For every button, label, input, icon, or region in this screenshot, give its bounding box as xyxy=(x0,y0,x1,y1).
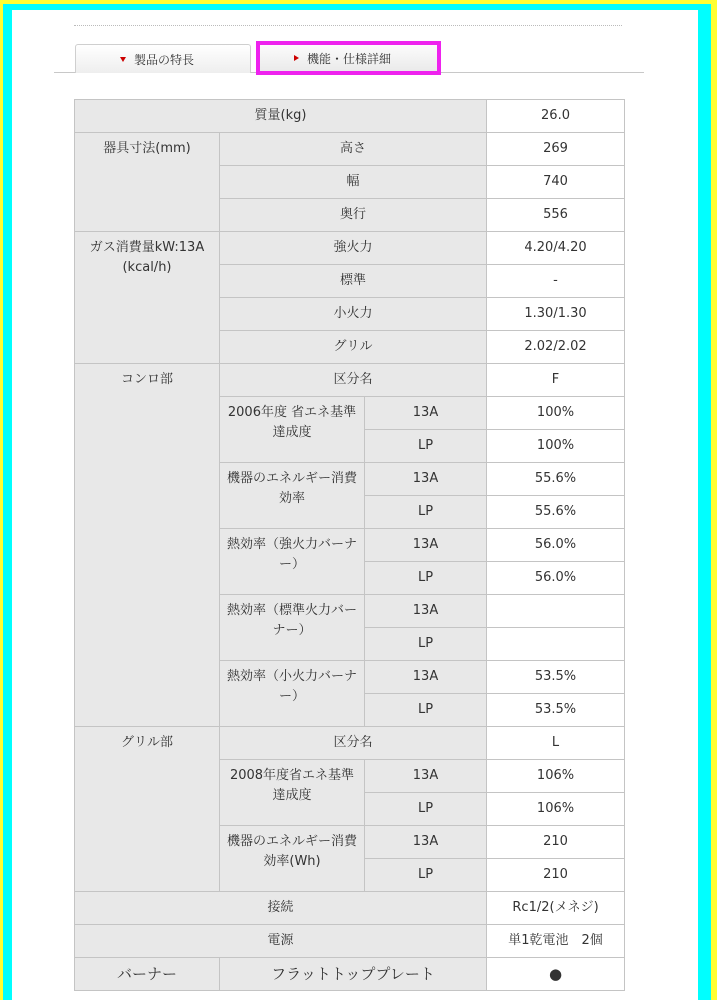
dims-depth-label: 奥行 xyxy=(220,199,487,232)
table-row xyxy=(75,958,625,991)
table-row xyxy=(75,133,625,166)
burner-sub-label: フラットトッププレート xyxy=(220,958,487,991)
gas-type-lp: LP xyxy=(365,859,487,892)
gas-strong-value: 4.20/4.20 xyxy=(487,232,625,265)
power-label: 電源 xyxy=(75,925,487,958)
stove-energy2006-13a: 100% xyxy=(487,397,625,430)
stove-thermal-small-label: 熱効率（小火力バーナー） xyxy=(220,661,365,727)
dims-width-label: 幅 xyxy=(220,166,487,199)
stove-thermal-strong-lp: 56.0% xyxy=(487,562,625,595)
triangle-down-icon xyxy=(120,57,126,62)
gas-grill-label: グリル xyxy=(220,331,487,364)
weight-value: 26.0 xyxy=(487,100,625,133)
stove-thermal-standard-label: 熱効率（標準火力バーナー） xyxy=(220,595,365,661)
stove-thermal-small-13a: 53.5% xyxy=(487,661,625,694)
dims-label: 器具寸法(mm) xyxy=(75,133,220,232)
grill-class-label: 区分名 xyxy=(220,727,487,760)
burner-label: バーナー xyxy=(75,958,220,991)
stove-efficiency-13a: 55.6% xyxy=(487,463,625,496)
gas-type-13a: 13A xyxy=(365,397,487,430)
gas-type-13a: 13A xyxy=(365,661,487,694)
gas-type-lp: LP xyxy=(365,694,487,727)
grill-energy2008-label: 2008年度省エネ基準達成度 xyxy=(220,760,365,826)
grill-efficiency-label: 機器のエネルギー消費効率(Wh) xyxy=(220,826,365,892)
page-content xyxy=(12,10,698,1000)
connection-value: Rc1/2(メネジ) xyxy=(487,892,625,925)
gas-standard-label: 標準 xyxy=(220,265,487,298)
grill-efficiency-lp: 210 xyxy=(487,859,625,892)
tab-specs-label: 機能・仕様詳細 xyxy=(307,51,392,66)
gas-type-lp: LP xyxy=(365,793,487,826)
stove-thermal-strong-13a: 56.0% xyxy=(487,529,625,562)
gas-strong-label: 強火力 xyxy=(220,232,487,265)
stove-thermal-strong-label: 熱効率（強火力バーナー） xyxy=(220,529,365,595)
burner-value: ● xyxy=(487,958,625,991)
table-row xyxy=(75,100,625,133)
stove-efficiency-lp: 55.6% xyxy=(487,496,625,529)
table-row xyxy=(75,364,625,397)
gas-type-lp: LP xyxy=(365,562,487,595)
grill-efficiency-13a: 210 xyxy=(487,826,625,859)
stove-label: コンロ部 xyxy=(75,364,220,727)
dims-width-value: 740 xyxy=(487,166,625,199)
tab-specs[interactable] xyxy=(256,41,441,75)
spec-table xyxy=(74,99,625,991)
grill-energy2008-13a: 106% xyxy=(487,760,625,793)
table-row xyxy=(75,892,625,925)
power-value: 単1乾電池 2個 xyxy=(487,925,625,958)
gas-small-value: 1.30/1.30 xyxy=(487,298,625,331)
table-row xyxy=(75,727,625,760)
gas-type-lp: LP xyxy=(365,430,487,463)
gas-grill-value: 2.02/2.02 xyxy=(487,331,625,364)
triangle-right-icon xyxy=(294,55,299,61)
connection-label: 接続 xyxy=(75,892,487,925)
stove-thermal-small-lp: 53.5% xyxy=(487,694,625,727)
tab-features[interactable] xyxy=(75,44,251,73)
dotted-divider xyxy=(74,25,622,26)
gas-label: ガス消費量kW:13A (kcal/h) xyxy=(75,232,220,364)
gas-type-13a: 13A xyxy=(365,760,487,793)
gas-type-13a: 13A xyxy=(365,529,487,562)
gas-type-13a: 13A xyxy=(365,595,487,628)
tab-features-label: 製品の特長 xyxy=(134,52,195,67)
stove-efficiency-label: 機器のエネルギー消費効率 xyxy=(220,463,365,529)
grill-energy2008-lp: 106% xyxy=(487,793,625,826)
stove-class-label: 区分名 xyxy=(220,364,487,397)
dims-height-value: 269 xyxy=(487,133,625,166)
stove-thermal-standard-lp xyxy=(487,628,625,661)
gas-type-13a: 13A xyxy=(365,463,487,496)
stove-energy2006-label: 2006年度 省エネ基準達成度 xyxy=(220,397,365,463)
table-row xyxy=(75,925,625,958)
grill-label: グリル部 xyxy=(75,727,220,892)
stove-energy2006-lp: 100% xyxy=(487,430,625,463)
stove-class-value: F xyxy=(487,364,625,397)
grill-class-value: L xyxy=(487,727,625,760)
dims-depth-value: 556 xyxy=(487,199,625,232)
stove-thermal-standard-13a xyxy=(487,595,625,628)
gas-type-lp: LP xyxy=(365,496,487,529)
weight-label: 質量(kg) xyxy=(75,100,487,133)
gas-type-13a: 13A xyxy=(365,826,487,859)
gas-small-label: 小火力 xyxy=(220,298,487,331)
dims-height-label: 高さ xyxy=(220,133,487,166)
gas-type-lp: LP xyxy=(365,628,487,661)
gas-standard-value: - xyxy=(487,265,625,298)
table-row xyxy=(75,232,625,265)
